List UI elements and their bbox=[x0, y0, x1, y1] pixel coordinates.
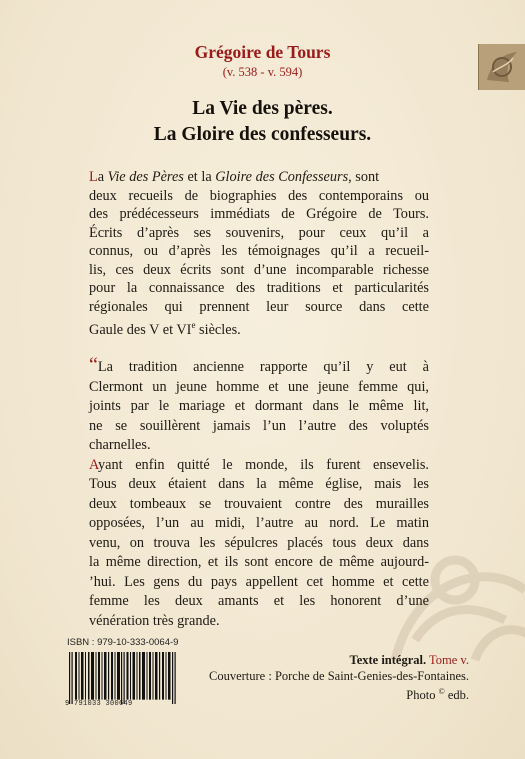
edition-credits bbox=[209, 652, 469, 703]
copyright-symbol: © bbox=[438, 687, 445, 696]
book-title-line-2: La Gloire des confesseurs. bbox=[153, 124, 372, 145]
drop-letter: L bbox=[89, 169, 98, 185]
quote-line bbox=[89, 456, 429, 476]
quote-line: ne se souillèrent jamais l’un l’autre des voluptés bbox=[89, 417, 429, 434]
quote-line: charnelles. bbox=[89, 437, 151, 453]
superscript: e bbox=[191, 320, 196, 330]
author-name: Grégoire de Tours bbox=[194, 42, 331, 62]
intro-line bbox=[89, 168, 429, 187]
intro-line: connus, ou d’après les témoignages qu’il a recueil- bbox=[89, 243, 429, 259]
photo-label: Photo bbox=[406, 688, 436, 703]
edition-line bbox=[209, 652, 469, 668]
opening-quote-mark: “ bbox=[89, 354, 98, 376]
quote-line: opposées, l’un au midi, l’autre au nord. Le matin bbox=[89, 515, 429, 531]
intro-line: des prédécesseurs immédiats de Grégoire de Tours. bbox=[89, 206, 429, 222]
photo-credit: edb. bbox=[447, 688, 469, 703]
intro-text: Gaule des V et VI bbox=[89, 321, 192, 338]
quote-line: deux tombeaux se trouvaient contre des murailles bbox=[89, 495, 429, 512]
intro-line: Écrits d’après ses souvenirs, pour ceux qu’il a bbox=[89, 224, 429, 241]
quote-line bbox=[89, 354, 429, 378]
quote-line: venu, on trouva les sépulcres placés tous deux dans bbox=[89, 534, 429, 551]
intro-line: pour la connaissance des traditions et particularités bbox=[89, 280, 429, 296]
intro-line: régionales qui prennent leur source dans cette bbox=[89, 298, 429, 315]
quote-line: ’hui. Les gens du pays appellent cet homme et cette bbox=[89, 573, 429, 590]
intro-text: siècles. bbox=[195, 321, 241, 338]
quote-line: Tous deux étaient dans la même église, mais les bbox=[89, 476, 429, 492]
intro-line bbox=[89, 316, 429, 339]
quote-line: vénération très grande. bbox=[89, 612, 220, 629]
texte-integral-label: Texte intégral. bbox=[349, 653, 427, 667]
work-title: Gloire des Confesseurs bbox=[215, 169, 349, 185]
barcode-digits: 9 791033 300649 bbox=[65, 700, 133, 708]
quote-line: femme les deux amants et les honorent d’une bbox=[89, 593, 429, 609]
book-title-line-1: La Vie des pères. bbox=[192, 98, 333, 119]
barcode-image bbox=[67, 652, 177, 704]
quote-line: la même direction, et ils sont encore de même aujourd- bbox=[89, 554, 429, 570]
tome-label: Tome v. bbox=[429, 653, 469, 667]
quote-text: La tradition ancienne rapporte qu’il y eut à bbox=[97, 359, 429, 375]
intro-text: , sont bbox=[348, 169, 380, 185]
quotation-block bbox=[89, 354, 429, 631]
drop-letter: A bbox=[89, 456, 99, 473]
quote-line: joints par le mariage et dormant dans le même lit, bbox=[89, 398, 429, 414]
isbn-label: ISBN : 979-10-333-0064-9 bbox=[67, 637, 179, 648]
photo-credit-line bbox=[209, 684, 469, 703]
quote-line: Clermont un jeune homme et une jeune femme qui, bbox=[89, 378, 429, 395]
intro-text: a bbox=[97, 169, 108, 185]
intro-line: deux recueils de biographies des contemporains ou bbox=[89, 187, 429, 204]
cover-credit: Couverture : Porche de Saint-Genies-des-Fontaines. bbox=[208, 669, 469, 683]
quote-text: yant enfin quitté le monde, ils furent ensevelis. bbox=[98, 456, 429, 473]
intro-line: lis, ces deux écrits sont d’une incomparable richesse bbox=[89, 261, 429, 278]
author-dates: (v. 538 - v. 594) bbox=[222, 65, 303, 79]
intro-text: et la bbox=[183, 169, 216, 185]
intro-paragraph bbox=[89, 168, 429, 339]
work-title: Vie des Pères bbox=[107, 169, 184, 185]
